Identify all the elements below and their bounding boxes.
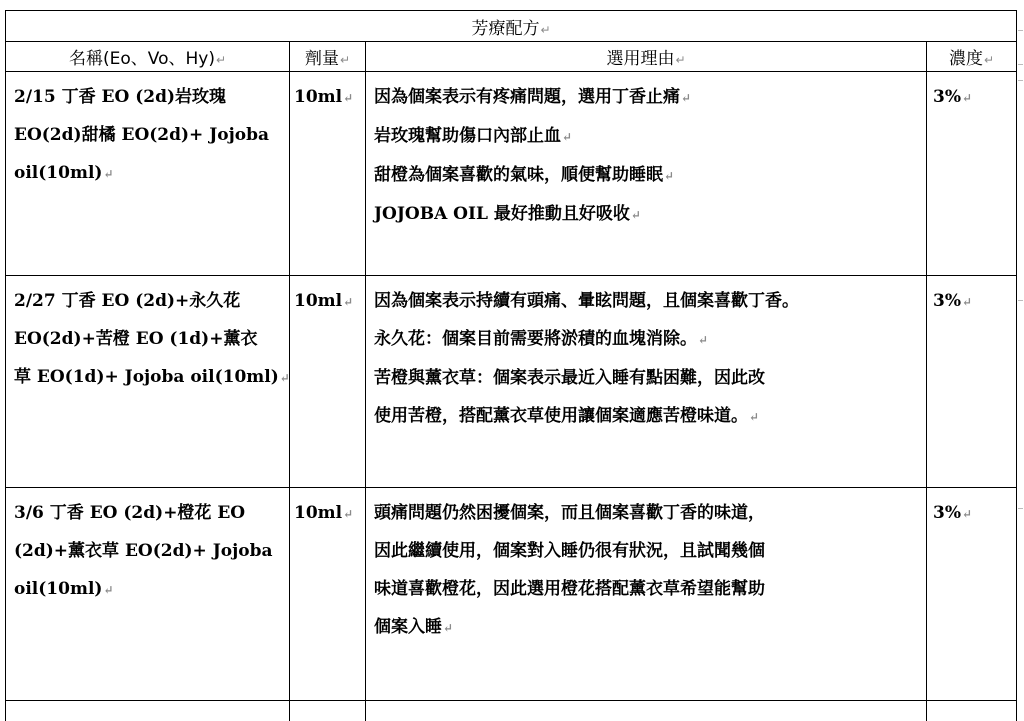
paragraph-mark-icon: ↵	[343, 295, 353, 309]
reason-line: 甜橙為個案喜歡的氣味，順便幫助睡眠↵	[374, 156, 920, 195]
concentration-cell: 3%↵	[927, 72, 1017, 276]
formula-name-line: EO(2d)+苦橙 EO (1d)+薰衣	[14, 320, 283, 358]
reason-cell	[366, 488, 927, 701]
formula-name-cell	[6, 72, 290, 276]
header-dose: 劑量↵	[290, 42, 366, 72]
reason-cell	[366, 276, 927, 488]
paragraph-mark-icon: ↵	[698, 333, 708, 347]
reason-line: 因此繼續使用，個案對入睡仍很有狀況，且試聞幾個	[374, 532, 920, 570]
formula-name-line: (2d)+薰衣草 EO(2d)+ Jojoba	[14, 532, 283, 570]
paragraph-mark-icon: ↵	[103, 583, 113, 597]
reason-line: 個案入睡↵	[374, 608, 920, 647]
concentration-cell: 3%↵	[927, 488, 1017, 701]
paragraph-mark-icon: ↵	[962, 507, 972, 521]
reason-line: 因為個案表示有疼痛問題，選用丁香止痛↵	[374, 78, 920, 117]
header-name: 名稱(Eo、Vo、Hy)↵	[6, 42, 290, 72]
paragraph-mark-icon: ↵	[681, 91, 691, 105]
reason-line: 永久花：個案目前需要將淤積的血塊消除。↵	[374, 320, 920, 359]
table-row	[6, 276, 1017, 488]
paragraph-mark-icon: ↵	[443, 621, 453, 635]
formula-name-cell	[6, 488, 290, 701]
paragraph-mark-icon: ↵	[343, 91, 353, 105]
dose-cell: 10ml↵	[290, 276, 366, 488]
margin-marks	[1017, 0, 1024, 709]
reason-line: 岩玫瑰幫助傷口內部止血↵	[374, 117, 920, 156]
paragraph-mark-icon: ↵	[962, 91, 972, 105]
formula-name-line: 3/6 丁香 EO (2d)+橙花 EO	[14, 494, 283, 532]
paragraph-mark-icon: ↵	[540, 23, 550, 37]
table-row	[6, 488, 1017, 701]
dose-cell: 10ml↵	[290, 488, 366, 701]
table-title-row	[6, 11, 1017, 42]
paragraph-mark-icon: ↵	[675, 53, 685, 67]
paragraph-mark-icon: ↵	[216, 53, 226, 67]
formula-name-line: oil(10ml)↵	[14, 570, 283, 609]
paragraph-mark-icon: ↵	[664, 169, 674, 183]
formula-name-line: oil(10ml)↵	[14, 154, 283, 193]
formula-name-line: 2/27 丁香 EO (2d)+永久花	[14, 282, 283, 320]
table-row-partial	[6, 701, 1017, 721]
paragraph-mark-icon: ↵	[984, 53, 994, 67]
aromatherapy-formula-table	[5, 10, 1017, 721]
table-title	[6, 11, 1017, 42]
reason-line: 因為個案表示持續有頭痛、暈眩問題，且個案喜歡丁香。	[374, 282, 920, 320]
header-reason: 選用理由↵	[366, 42, 927, 72]
reason-line: 味道喜歡橙花，因此選用橙花搭配薰衣草希望能幫助	[374, 570, 920, 608]
paragraph-mark-icon: ↵	[343, 507, 353, 521]
concentration-cell: 3%↵	[927, 276, 1017, 488]
reason-line: 苦橙與薰衣草：個案表示最近入睡有點困難，因此改	[374, 359, 920, 397]
reason-line: 使用苦橙，搭配薰衣草使用讓個案適應苦橙味道。↵	[374, 397, 920, 436]
paragraph-mark-icon: ↵	[749, 410, 759, 424]
reason-line: JOJOBA OIL 最好推動且好吸收↵	[374, 195, 920, 234]
paragraph-mark-icon: ↵	[562, 130, 572, 144]
paragraph-mark-icon: ↵	[280, 371, 290, 385]
reason-cell	[366, 72, 927, 276]
dose-cell: 10ml↵	[290, 72, 366, 276]
formula-name-line: 2/15 丁香 EO (2d)岩玫瑰	[14, 78, 283, 116]
paragraph-mark-icon: ↵	[962, 295, 972, 309]
paragraph-mark-icon: ↵	[631, 208, 641, 222]
formula-name-line: EO(2d)甜橘 EO(2d)+ Jojoba	[14, 116, 283, 154]
table-title-text: 芳療配方	[471, 19, 539, 39]
paragraph-mark-icon: ↵	[103, 167, 113, 181]
table-row	[6, 72, 1017, 276]
reason-line: 頭痛問題仍然困擾個案，而且個案喜歡丁香的味道，	[374, 494, 920, 532]
formula-name-cell	[6, 276, 290, 488]
header-row	[6, 42, 1017, 72]
paragraph-mark-icon: ↵	[340, 53, 350, 67]
formula-name-line: 草 EO(1d)+ Jojoba oil(10ml)↵	[14, 358, 283, 397]
header-concentration: 濃度↵	[927, 42, 1017, 72]
